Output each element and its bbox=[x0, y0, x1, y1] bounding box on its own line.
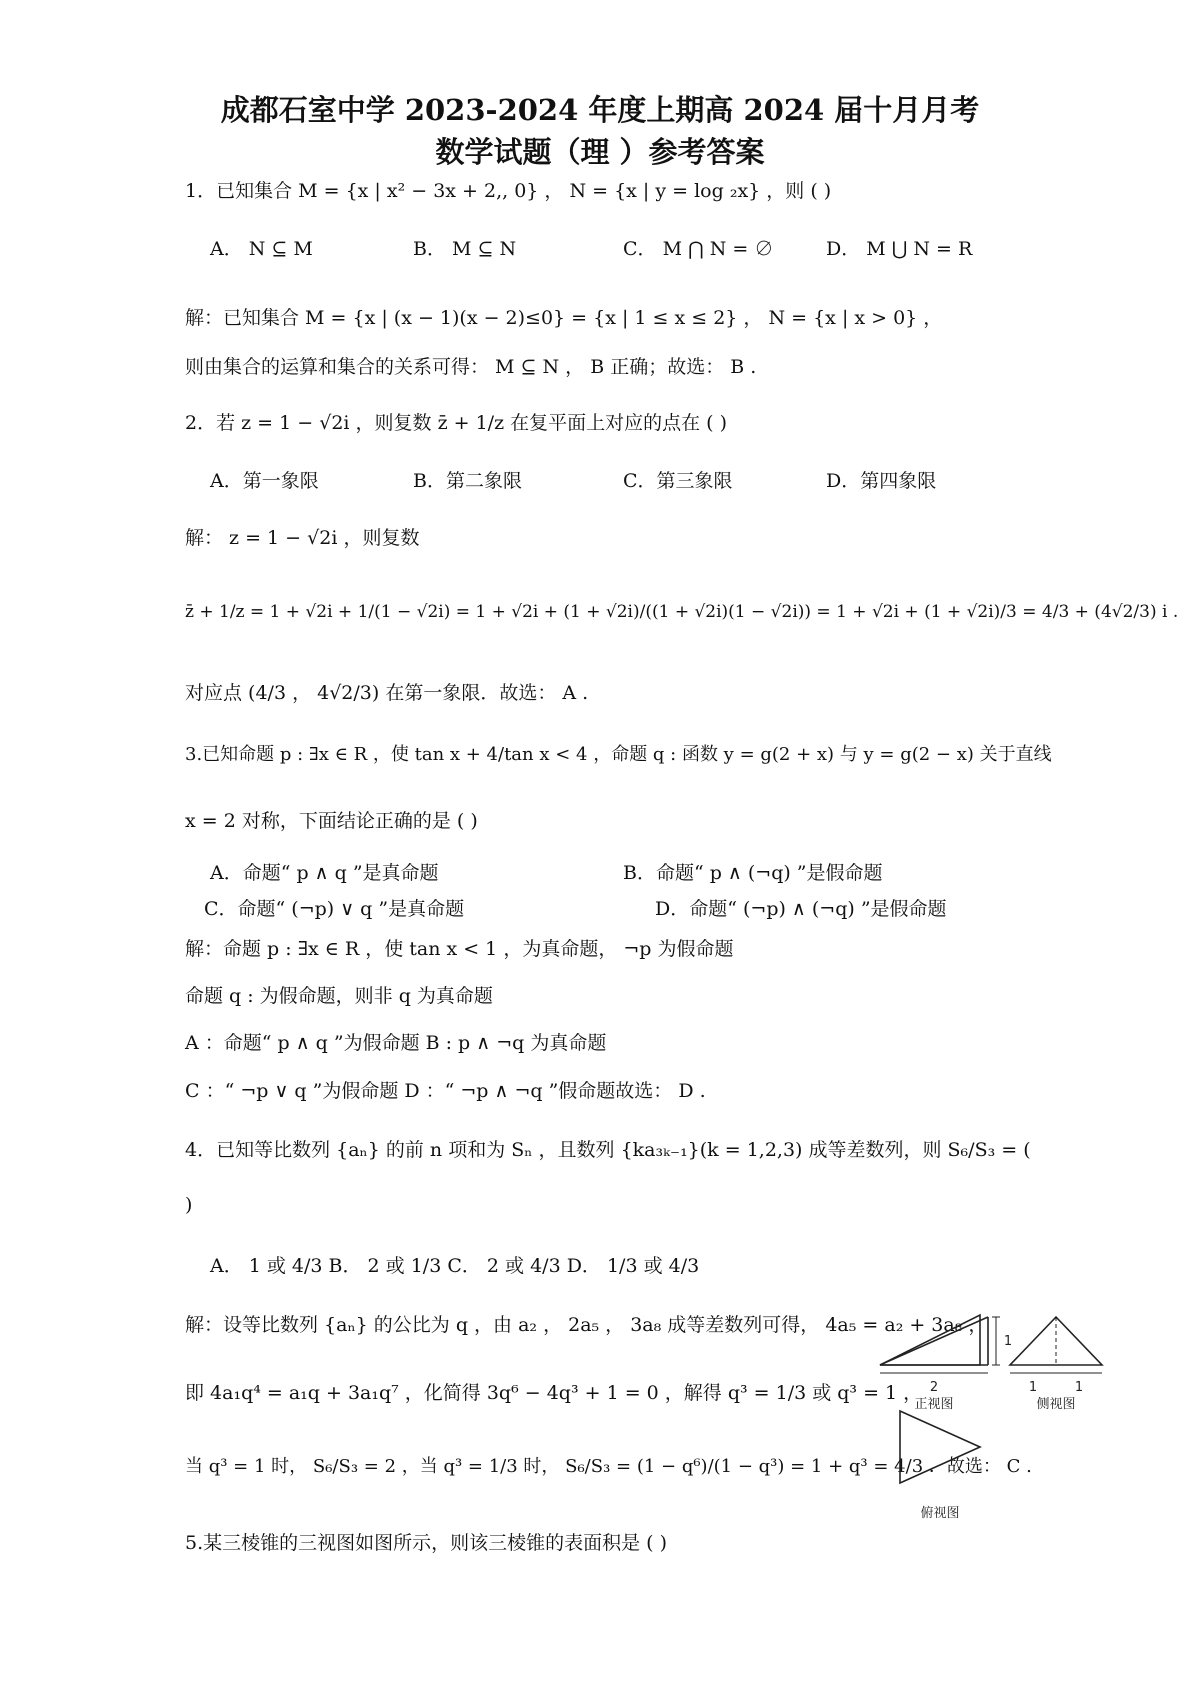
q3-option-b: B．命题“ p ∧ (¬q) ”是假命题 bbox=[623, 862, 883, 884]
question-2-stem: 2．若 z = 1 − √2i ，则复数 z̄ + 1/z 在复平面上对应的点在 ( ) bbox=[185, 412, 728, 434]
question-4-stem-line2: ) bbox=[185, 1194, 193, 1216]
q4-solution-line2: 即 4a₁q⁴ = a₁q + 3a₁q⁷ ，化简得 3q⁶ − 4q³ + 1 = 0 ，解得 q³ = 1/3 或 q³ = 1 ， bbox=[185, 1382, 923, 1404]
q1-option-b: B． M ⊆ N bbox=[413, 238, 517, 260]
q1-option-a: A． N ⊆ M bbox=[210, 238, 313, 260]
q1-option-c: C． M ⋂ N = ∅ bbox=[623, 238, 774, 260]
question-5-stem: 5.某三棱锥的三视图如图所示，则该三棱锥的表面积是 ( ) bbox=[185, 1532, 668, 1554]
q3-solution-line1: 解：命题 p : ∃x ∈ R ，使 tan x < 1 ，为真命题， ¬p 为假命题 bbox=[185, 938, 734, 960]
dim-side-left: 1 bbox=[1028, 1380, 1038, 1395]
page-title: 成都石室中学 2023-2024 年度上期高 2024 届十月月考 bbox=[220, 93, 980, 127]
q2-option-d: D．第四象限 bbox=[826, 470, 937, 492]
question-1-stem: 1．已知集合 M = {x | x² − 3x + 2,, 0} ， N = {x | y = log ₂x} ，则 ( ) bbox=[185, 180, 832, 202]
question-4-stem-line1: 4．已知等比数列 {aₙ} 的前 n 项和为 Sₙ ，且数列 {ka₃ₖ₋₁}(k = 1,2,3) 成等差数列，则 S₆/S₃ = ( bbox=[185, 1139, 1031, 1161]
q2-option-c: C．第三象限 bbox=[623, 470, 733, 492]
front-view-hypotenuse bbox=[880, 1317, 988, 1365]
q4-solution-line1: 解：设等比数列 {aₙ} 的公比为 q ，由 a₂ ， 2a₅ ， 3a₈ 成等差数列可得， 4a₅ = a₂ + 3a₈ ， bbox=[185, 1314, 988, 1336]
q4-solution-line3: 当 q³ = 1 时， S₆/S₃ = 2 ，当 q³ = 1/3 时， S₆/S₃ = (1 − q⁶)/(1 − q³) = 1 + q³ = 4/3 ．故选： C . bbox=[185, 1456, 1032, 1477]
q2-solution-line1: 解： z = 1 − √2i ，则复数 bbox=[185, 527, 420, 549]
q2-option-b: B．第二象限 bbox=[413, 470, 522, 492]
q1-option-d: D． M ⋃ N = R bbox=[826, 238, 973, 260]
q2-solution-line3: 对应点 (4/3 ， 4√2/3) 在第一象限．故选： A . bbox=[185, 682, 589, 704]
q3-option-d: D．命题“ (¬p) ∧ (¬q) ”是假命题 bbox=[655, 898, 947, 920]
question-3-stem-line1: 3.已知命题 p : ∃x ∈ R ，使 tan x + 4/tan x < 4 ，命题 q : 函数 y = g(2 + x) 与 y = g(2 − x) 关于直线 bbox=[185, 744, 1052, 765]
side-view-label: 侧视图 bbox=[1036, 1397, 1076, 1412]
q3-solution-line2: 命题 q : 为假命题，则非 q 为真命题 bbox=[185, 985, 493, 1007]
dim-front-width: 2 bbox=[929, 1380, 939, 1395]
q3-option-c: C．命题“ (¬p) ∨ q ”是真命题 bbox=[204, 898, 465, 920]
q2-option-a: A．第一象限 bbox=[210, 470, 319, 492]
front-view-label: 正视图 bbox=[914, 1397, 954, 1412]
top-view-shape bbox=[900, 1411, 980, 1483]
q2-solution-line2: z̄ + 1/z = 1 + √2i + 1/(1 − √2i) = 1 + √2i + (1 + √2i)/((1 + √2i)(1 − √2i)) = 1 + √2i + (1 + √2i)/3 = 4/3 + (4√2/3) i . bbox=[185, 602, 1179, 622]
dim-height: 1 bbox=[1003, 1334, 1013, 1349]
q3-option-a: A．命题“ p ∧ q ”是真命题 bbox=[210, 862, 439, 884]
q3-solution-line4: C ：“ ¬p ∨ q ”为假命题 D ：“ ¬p ∧ ¬q ”假命题故选： D . bbox=[185, 1080, 706, 1102]
q4-options: A． 1 或 4/3 B． 2 或 1/3 C． 2 或 4/3 D． 1/3 或 4/3 bbox=[210, 1255, 700, 1277]
q3-solution-line3: A ：命题“ p ∧ q ”为假命题 B : p ∧ ¬q 为真命题 bbox=[185, 1032, 607, 1054]
three-view-figure bbox=[870, 1305, 1192, 1625]
top-view-label: 俯视图 bbox=[920, 1506, 960, 1521]
q1-solution-line2: 则由集合的运算和集合的关系可得： M ⊆ N ， B 正确；故选： B . bbox=[185, 356, 757, 378]
q1-solution-line1: 解：已知集合 M = {x | (x − 1)(x − 2)≤0} = {x | 1 ≤ x ≤ 2} ， N = {x | x > 0} ， bbox=[185, 307, 943, 329]
page-subtitle: 数学试题（理 ）参考答案 bbox=[435, 135, 765, 169]
dim-side-right: 1 bbox=[1074, 1380, 1084, 1395]
question-3-stem-line2: x = 2 对称，下面结论正确的是 ( ) bbox=[185, 810, 478, 832]
